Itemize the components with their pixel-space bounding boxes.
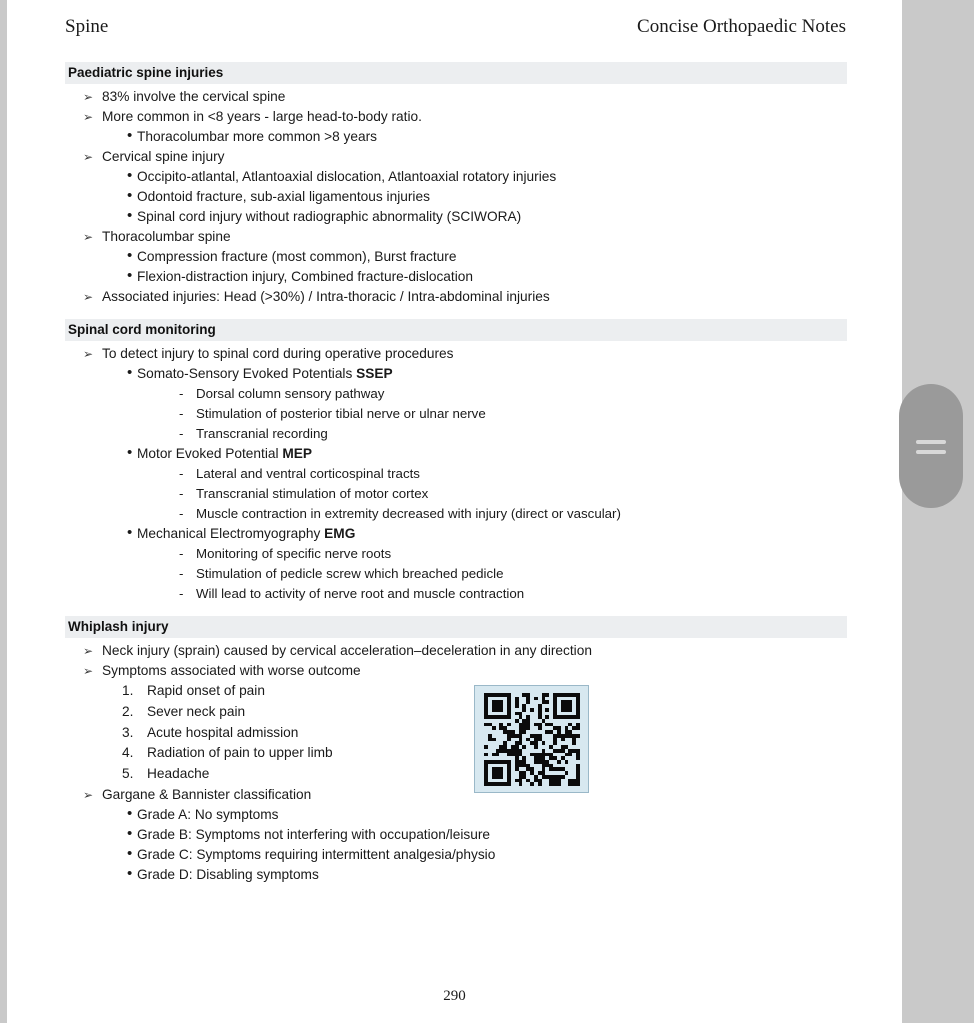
list-item-text: Occipito-atlantal, Atlantoaxial dislocation, Atlantoaxial rotatory injuries [137, 169, 557, 184]
page-header [7, 16, 902, 46]
list-number: 2. [122, 703, 134, 719]
arrow-bullet-icon: ➢ [83, 347, 94, 361]
document-section [7, 616, 902, 885]
list-item-text: Transcranial stimulation of motor cortex [196, 486, 429, 501]
list-item [127, 167, 902, 187]
list-item-text: Somato-Sensory Evoked Potentials [137, 366, 357, 381]
list-item-text: Cervical spine injury [102, 149, 225, 164]
list-item-text: Grade D: Disabling symptoms [137, 866, 319, 882]
list-item [179, 584, 902, 604]
arrow-bullet-icon: ➢ [83, 787, 94, 802]
list-item-text: Headache [147, 766, 210, 782]
dash-bullet-icon: - [179, 566, 184, 581]
arrow-bullet-icon: ➢ [83, 230, 94, 244]
list-item [179, 484, 902, 504]
dot-bullet-icon: • [127, 824, 133, 842]
list-item-text: Radiation of pain to upper limb [147, 745, 333, 761]
scroll-handle-line-2 [916, 450, 946, 454]
list-item-text: To detect injury to spinal cord during operative procedures [102, 346, 454, 361]
list-item [179, 424, 902, 444]
list-item-text: More common in <8 years - large head-to-body ratio. [102, 109, 422, 124]
list-item [83, 661, 902, 681]
dash-bullet-icon: - [179, 426, 184, 441]
list-item [127, 805, 902, 825]
dot-bullet-icon: • [127, 364, 133, 381]
list-item-text: Thoracolumbar more common >8 years [137, 129, 378, 144]
list-item [127, 865, 902, 885]
emphasis-text: SSEP [356, 366, 393, 381]
arrow-bullet-icon: ➢ [83, 644, 94, 658]
list-item-text: Stimulation of posterior tibial nerve or ulnar nerve [196, 406, 486, 421]
list-item-text: Grade A: No symptoms [137, 806, 279, 822]
list-item [83, 344, 902, 364]
list-item-text: Gargane & Bannister classification [102, 786, 312, 802]
list-item [127, 845, 902, 865]
document-page [7, 0, 902, 1023]
dash-bullet-icon: - [179, 486, 184, 501]
list-item [83, 87, 902, 107]
dot-bullet-icon: • [127, 127, 133, 144]
list-item [127, 364, 902, 384]
document-content [7, 62, 902, 897]
emphasis-text: MEP [282, 446, 312, 461]
list-item-text: Motor Evoked Potential [137, 446, 283, 461]
list-item-text: Thoracolumbar spine [102, 229, 231, 244]
qr-code-matrix [484, 693, 580, 786]
list-item-text: Acute hospital admission [147, 724, 299, 740]
dot-bullet-icon: • [127, 267, 133, 284]
list-item [83, 227, 902, 247]
dash-bullet-icon: - [179, 586, 184, 601]
list-item-text: Mechanical Electromyography [137, 526, 325, 541]
list-item [83, 287, 902, 307]
list-number: 1. [122, 683, 134, 698]
list-item-text: Stimulation of pedicle screw which breached pedicle [196, 566, 504, 581]
dot-bullet-icon: • [127, 167, 133, 184]
section-heading: Whiplash injury [65, 616, 847, 638]
list-item [127, 187, 902, 207]
list-item-text: Monitoring of specific nerve roots [196, 546, 392, 561]
list-item [179, 384, 902, 404]
list-item-text: Spinal cord injury without radiographic abnormality (SCIWORA) [137, 209, 522, 224]
list-item [83, 147, 902, 167]
arrow-bullet-icon: ➢ [83, 664, 94, 678]
section-heading: Spinal cord monitoring [65, 319, 847, 341]
list-item [179, 464, 902, 484]
document-section [7, 319, 902, 604]
page-number: 290 [443, 988, 466, 1004]
list-item [127, 524, 902, 544]
dash-bullet-icon: - [179, 466, 184, 481]
list-item-text: Muscle contraction in extremity decreased with injury (direct or vascular) [196, 506, 621, 521]
list-item-text: Odontoid fracture, sub-axial ligamentous injuries [137, 189, 430, 204]
list-item [127, 444, 902, 464]
dot-bullet-icon: • [127, 804, 133, 822]
list-item-text: Symptoms associated with worse outcome [102, 663, 361, 678]
list-item-text: Rapid onset of pain [147, 683, 265, 698]
list-number: 3. [122, 724, 134, 740]
list-item [179, 564, 902, 584]
list-item [127, 267, 902, 287]
arrow-bullet-icon: ➢ [83, 110, 94, 124]
section-heading: Paediatric spine injuries [65, 62, 847, 84]
dot-bullet-icon: • [127, 844, 133, 862]
list-item-text: Grade C: Symptoms requiring intermittent analgesia/physio [137, 846, 496, 862]
dot-bullet-icon: • [127, 207, 133, 224]
list-number: 4. [122, 745, 134, 761]
list-item [179, 404, 902, 424]
dot-bullet-icon: • [127, 187, 133, 204]
document-section [7, 62, 902, 307]
list-item [127, 127, 902, 147]
list-item [127, 825, 902, 845]
list-item-text: Sever neck pain [147, 703, 246, 719]
list-item-text: Associated injuries: Head (>30%) / Intra-thoracic / Intra-abdominal injuries [102, 289, 550, 304]
list-number: 5. [122, 766, 134, 782]
list-item-text: Lateral and ventral corticospinal tracts [196, 466, 420, 481]
scroll-handle[interactable] [899, 384, 963, 508]
list-item-text: Neck injury (sprain) caused by cervical acceleration–deceleration in any direction [102, 643, 592, 658]
dot-bullet-icon: • [127, 864, 133, 882]
dot-bullet-icon: • [127, 444, 133, 461]
list-item [83, 107, 902, 127]
list-item [179, 544, 902, 564]
header-right-title: Concise Orthopaedic Notes [637, 16, 846, 37]
list-item-text: Grade B: Symptoms not interfering with occupation/leisure [137, 826, 491, 842]
dot-bullet-icon: • [127, 247, 133, 264]
list-item [83, 641, 902, 661]
dash-bullet-icon: - [179, 546, 184, 561]
qr-code[interactable] [474, 685, 589, 793]
dash-bullet-icon: - [179, 386, 184, 401]
scroll-handle-line-1 [916, 440, 946, 444]
list-item-text: Transcranial recording [196, 426, 328, 441]
arrow-bullet-icon: ➢ [83, 90, 94, 104]
list-item-text: 83% involve the cervical spine [102, 89, 286, 104]
list-item-text: Flexion-distraction injury, Combined fracture-dislocation [137, 269, 473, 284]
list-item-text: Compression fracture (most common), Burst fracture [137, 249, 457, 264]
arrow-bullet-icon: ➢ [83, 150, 94, 164]
dot-bullet-icon: • [127, 524, 133, 541]
list-item-text: Dorsal column sensory pathway [196, 386, 385, 401]
list-item-text: Will lead to activity of nerve root and muscle contraction [196, 586, 525, 601]
dash-bullet-icon: - [179, 506, 184, 521]
header-left-title: Spine [65, 16, 109, 37]
list-item [179, 504, 902, 524]
left-gutter [0, 0, 7, 1023]
list-item [127, 207, 902, 227]
emphasis-text: EMG [324, 526, 356, 541]
list-item [127, 247, 902, 267]
dash-bullet-icon: - [179, 406, 184, 421]
right-gutter [902, 0, 974, 1023]
arrow-bullet-icon: ➢ [83, 290, 94, 304]
